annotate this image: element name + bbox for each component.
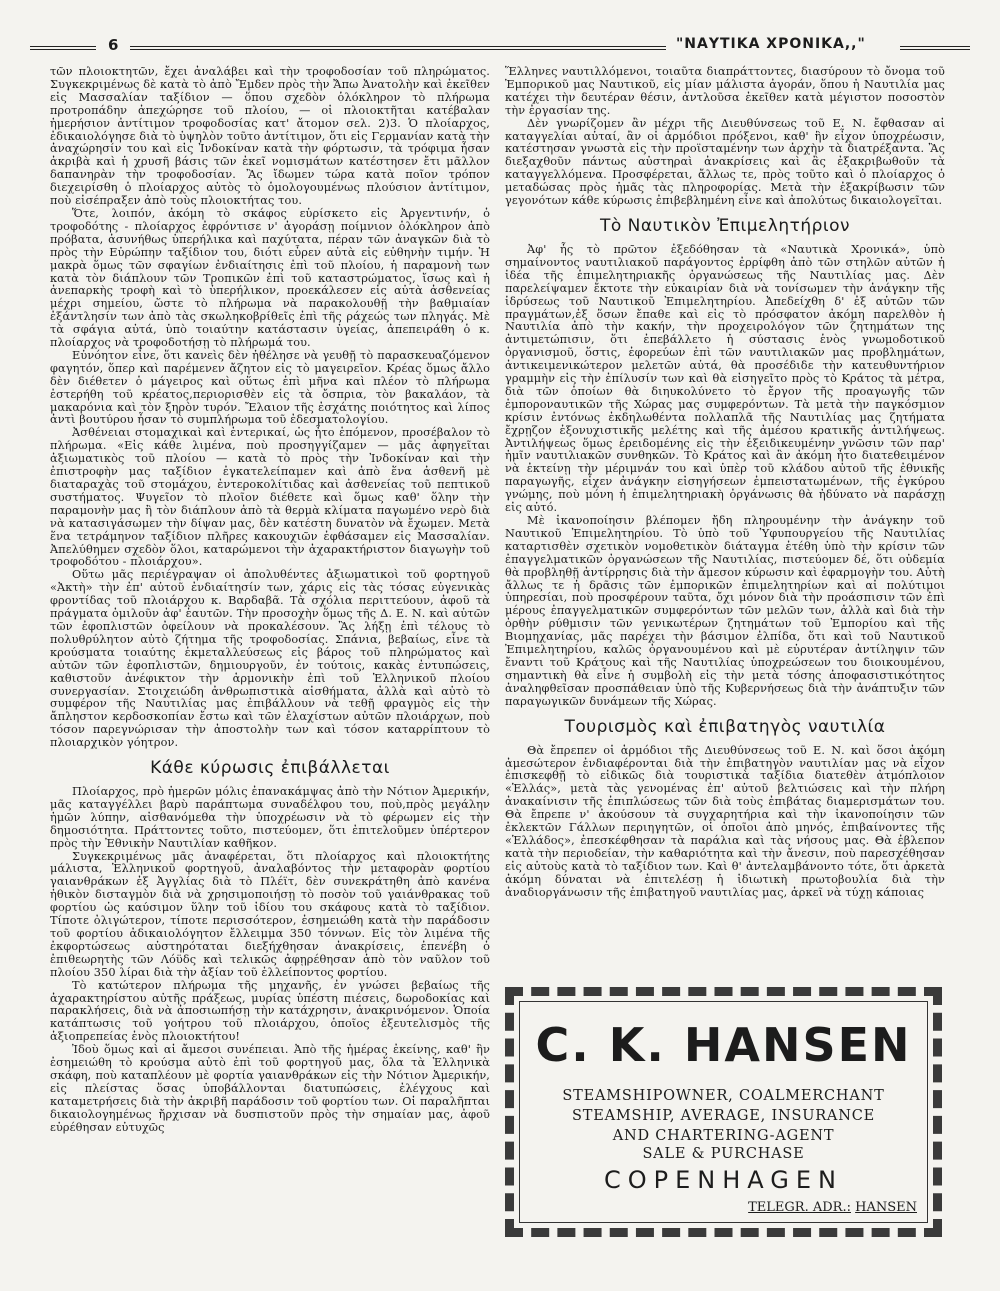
page-number: 6 [108, 36, 119, 54]
section-heading-chamber: Τὸ Ναυτικὸν Ἐπιμελητήριον [599, 215, 851, 236]
ad-line-4: SALE & PURCHASE [642, 1146, 805, 1162]
section-heading-sanctions: Κάθε κύρωσις ἐπιβάλλεται [150, 758, 390, 779]
journal-title: "ΝΑΥΤΙΚΑ ΧΡΟΝΙΚΑ,," [676, 36, 866, 52]
paragraph: Τὸ κατώτερον πλήρωμα τῆς μηχανῆς, ἐν γνώσει βεβαίως τῆς ἀχαρακτηρίστου αὐτῆς πράξεως, μυρίας ὑπέστη πιέσεις, δωροδοκίας καὶ παρακλήσεις, διὰ νὰ ἀποσιωπήσῃ τὴν κατάχρησιν, ἀνακρινόμενον. Ὁποία κατάπτωσις τοῦ γοήτρου τοῦ πλοιάρχου, ὁποῖος ἐξευτελισμὸς τῆς ἀξιοπρεπείας ἑνὸς πλοιοκτήτου! [50, 978, 490, 1044]
ad-line-2: STEAMSHIP, AVERAGE, INSURANCE [572, 1108, 875, 1124]
paragraph: τῶν πλοιοκτητῶν, ἔχει ἀναλάβει καὶ τὴν τροφοδοσίαν τοῦ πληρώματος. Συγκεκριμένως δὲ κατὰ τὸ ἀπὸ Ἔμδεν πρὸς τὴν Ἄπω Ἀνατολὴν καὶ ἐκεῖθεν εἰς Μασσαλίαν ταξίδιον — ὅπου σχεδὸν ὁλόκληρον τὸ πλήρωμα προτροπάδην ἀπεχώρησε τοῦ πλοίου, — οἱ πλοιοκτῆται κατέβαλαν ἡμερήσιον ἀντίτιμον τροφοδοσίας κατ' ἄτομον σελ. 2)3. Ὁ πλοίαρχος, ἐδικαιολόγησε διὰ τὸ ὑψηλὸν τοῦτο ἀντίτιμον, ὅτι εἰς Γερμανίαν κατὰ τὴν ἀναχώρησίν του καὶ εἰς Ἰνδοκίναν κατὰ τὴν φόρτωσιν, τὰ τρόφιμα ἦσαν ἀκριβὰ καὶ ἡ χρυσῆ βάσις τῶν ἐκεῖ νομισμάτων κατέστησεν ἔτι μᾶλλον δαπανηρὰν τὴν τροφοδοσίαν. Ἂς ἴδωμεν τώρα κατὰ ποῖον τρόπον διεχειρίσθη ὁ πλοίαρχος αὐτὸς τὸ ὁμολογουμένως πλούσιον ἀντίτιμον, ποὺ εἰσέπραξεν ἀπὸ τοὺς πλοιοκτήτας του. [50, 65, 490, 208]
paragraph: Ἰδοὺ ὅμως καὶ αἱ ἄμεσοι συνέπειαι. Ἀπὸ τῆς ἡμέρας ἐκείνης, καθ' ἣν ἐσημειώθη τὸ κρούσμα αὐτὸ ἐπὶ τοῦ φορτηγοῦ μας, ὅλα τὰ Ἑλληνικὰ σκάφη, ποὺ καταπλέουν μὲ φορτία γαιανθράκων εἰς τὴν Νότιον Ἀμερικήν, εἰς πλείστας ὅσας ὑποβάλλονται διατυπώσεις, ἐλέγχους καὶ καταμετρήσεις διὰ τὴν ἀκριβῆ παράδοσιν τοῦ φορτίου των. Οἱ παραλῆπται δικαιολογημένως ἤρχισαν νὰ δυσπιστοῦν πρὸς τὴν σημαίαν μας, ἀφοῦ εὑρέθησαν εὐτυχῶς [50, 1043, 490, 1134]
paragraph: Ἕλληνες ναυτιλλόμενοι, τοιαῦτα διαπράττοντες, διασύρουν τὸ ὄνομα τοῦ Ἐμπορικοῦ μας Ναυτικοῦ, εἰς μίαν μάλιστα ἀγοράν, ὅπου ἡ Ναυτιλία μας κατέχει τὴν δευτέραν θέσιν, ἀντλοῦσα ἐκεῖθεν κατὰ μέγιστον ποσοστὸν τὴν ἐργασίαν της. [505, 65, 945, 117]
header-rule-middle [130, 46, 666, 50]
section-heading-tourism: Τουρισμὸς καὶ ἐπιβατηγὸς ναυτιλία [564, 716, 886, 737]
ad-company-name: C. K. HANSEN [535, 1018, 912, 1072]
paragraph: Πλοίαρχος, πρὸ ἡμερῶν μόλις ἐπανακάμψας ἀπὸ τὴν Νότιον Ἀμερικήν, μᾶς καταγγέλλει βαρὺ παράπτωμα συναδέλφου του, ποὺ,πρὸς μεγάλην ἡμῶν λύπην, αἰσθανόμεθα τὴν ὑποχρέωσιν νὰ τὸ φέρωμεν εἰς τὴν δημοσιότητα. Πράττοντες τοῦτο, πιστεύομεν, ὅτι ἐπιτελοῦμεν ὑπέρτερον πρὸς τὴν Ἐθνικὴν Ναυτιλίαν καθῆκον. [50, 785, 490, 850]
paragraph: Μὲ ἱκανοποίησιν βλέπομεν ἤδη πληρουμένην τὴν ἀνάγκην τοῦ Ναυτικοῦ Ἐπιμελητηρίου. Τὸ ὑπὸ τοῦ Ὑφυπουργείου τῆς Ναυτιλίας καταρτισθὲν σχετικὸν νομοθετικὸν διάταγμα ἐτέθη ὑπὸ τὴν κρίσιν τῶν ἐπαγγελματικῶν ὀργανώσεων τῆς Ναυτιλίας, πιστεύομεν δέ, ὅτι οὐδεμία θὰ προβληθῇ ἀντίρρησις διὰ τὴν ἄμεσον κύρωσιν καὶ ἐφαρμογὴν του. Αὐτὴ ἄλλως τε ἡ δρᾶσις τῶν ἐμπορικῶν ἐπιμελητηρίων καὶ αἱ πολύτιμοι ὑπηρεσίαι, ποὺ προσφέρουν ταῦτα, ὄχι μόνον διὰ τὴν προάσπισιν τῶν ἐπὶ μέρους ἐπαγγελματικῶν συμφερόντων τῶν μελῶν των, ἀλλὰ καὶ διὰ τὴν ὀρθὴν ρύθμισιν τῶν γενικωτέρων ζητημάτων τοῦ Ἐμπορίου καὶ τῆς Βιομηχανίας, μᾶς παρέχει τὴν βάσιμον ἐλπίδα, ὅτι καὶ τοῦ Ναυτικοῦ Ἐπιμελητηρίου, καλῶς ὀργανουμένου καὶ μὲ εὐρυτέραν ἀντίληψιν τῶν ἔναντι τοῦ Κράτους καὶ τῆς Ναυτιλίας ὑποχρεώσεων του διοικουμένου, σημαντικὴ θὰ εἶνε ἡ συμβολὴ εἰς τὴν μετὰ τόσης ἀποφασιστικότητος ἀναληφθεῖσαν προσπάθειαν ὑπὸ τῆς Κυβερνήσεως διὰ τὴν ἀνάπτυξιν τῶν παραγωγικῶν δυνάμεων τῆς Χώρας. [505, 514, 945, 708]
hansen-advertisement [505, 987, 942, 1237]
paragraph: Συγκεκριμένως μᾶς ἀναφέρεται, ὅτι πλοίαρχος καὶ πλοιοκτήτης μάλιστα, Ἑλληνικοῦ φορτηγοῦ, ἀναλαβόντος τὴν μεταφορὰν φορτίου γαιανθράκων ἐξ Ἀγγλίας διὰ τὸ Πλέϊτ, δὲν συνεκράτηθη ἀπὸ κανένα ἠθικὸν δισταγμὸν διὰ νὰ χρησιμοποιήσῃ τὸ ποσὸν τοῦ γαιάνθρακας τοῦ φορτίου ὡς καύσιμον ὕλην τοῦ ἰδίου του σκάφους κατὰ τὸ ταξίδιον. Τίποτε ὀλιγώτερον, τίποτε περισσότερον, ἐσημειώθη κατὰ τὴν παράδοσιν τοῦ φορτίου ἀδικαιολόγητον ἔλλειμμα 350 τόννων. Εἰς τὸν λιμένα τῆς ἐκφορτώσεως αὐστηρόταται διεξήχθησαν ἀνακρίσεις, ἐπενέβη ὁ ἐπιθεωρητὴς τῶν Λόϋδς καὶ τελικῶς ἀφῃρέθησαν ἀπὸ τὸν ναῦλον τοῦ πλοίου 350 λίραι διὰ τὴν ἀξίαν τοῦ ἐλλείποντος φορτίου. [50, 849, 490, 979]
ad-telegraph-value: HANSEN [855, 1200, 917, 1215]
ad-inner-frame [519, 1001, 928, 1223]
ad-telegraph-label: TELEGR. ADR.: [748, 1200, 851, 1215]
paragraph: Δὲν γνωρίζομεν ἂν μέχρι τῆς Διευθύνσεως τοῦ Ε. Ν. ἔφθασαν αἱ καταγγελίαι αὐταί, ἂν οἱ ἁρμόδιοι πρόξενοι, καθ' ἣν εἶχον ὑποχρέωσιν, κατέστησαν γνωστὰ εἰς τὴν προϊσταμένην των ἀρχὴν τὰ διατρέξαντα. Ἂς διεξαχθοῦν πάντως αὐστηραὶ ἀνακρίσεις καὶ ἂς ἐξακριβωθοῦν τὰ καταγγελλόμενα. Προσφέρεται, ἄλλως τε, πρὸς τοῦτο καὶ ὁ πλοίαρχος ὁ μεταδώσας πρὸς ἡμᾶς τὰς πληροφορίας. Μετὰ τὴν ἐξακρίβωσιν τῶν γεγονότων κάθε κύρωσις ἐπιβεβλημένη εἶνε καὶ ἀπολύτως δικαιολογεῖται. [505, 116, 945, 208]
left-column [50, 66, 490, 1135]
paragraph: Οὕτω μᾶς περιέγραψαν οἱ ἀπολυθέντες ἀξιωματικοὶ τοῦ φορτηγοῦ «Ἀκτὴ» τὴν ἐπ' αὐτοῦ ἐνδιαίτησίν των, χάρις εἰς τὰς τόσας εὐγενικὰς φροντίδας τοῦ πλοιάρχου κ. Βαρδαβᾶ. Τὰ σχόλια περιττεύουν, ἀφοῦ τὰ πράγματα ὁμιλοῦν ἀφ' ἑαυτῶν. Τὴν προσοχὴν ὅμως τῆς Δ. Ε. Ν. καὶ αὐτῶν τῶν ἐφοπλιστῶν ὀφείλουν νὰ προκαλέσουν. Ἂς λήξῃ ἐπὶ τέλους τὸ πολυθρύλητον αὐτὸ ζήτημα τῆς τροφοδοσίας. Σπάνια, βεβαίως, εἶνε τὰ κρούσματα τοιαύτης ἐκμεταλλεύσεως εἰς βάρος τοῦ πληρώματος καὶ αὐτῶν τῶν ἐφοπλιστῶν, δημιουργοῦν, ἐν τούτοις, κακὰς ἐντυπώσεις, καθιστοῦν ἀνέφικτον τὴν ἁρμονικὴν ἐπὶ τοῦ Ἑλληνικοῦ πλοίου συνεργασίαν. Στοιχειώδη ἀνθρωπιστικὰ αἰσθήματα, ἀλλὰ καὶ αὐτὸ τὸ συμφέρον τῆς Ναυτιλίας μας ἐπιβάλλουν νὰ τεθῇ φραγμὸς εἰς τὴν ἄπληστον κερδοσκοπίαν ἔστω καὶ τῶν ἐλαχίστων αὐτῶν πλοιάρχων, ποὺ τόσον παρεγνώρισαν τὴν ἀποστολὴν των καὶ τόσον καταρρίπτουν τὸ πλοιαρχικὸν γόητρον. [50, 568, 490, 750]
right-column [505, 66, 945, 899]
header-rule-right [900, 46, 970, 50]
header-rule-left [30, 46, 96, 50]
paragraph: Εὐνόητον εἶνε, ὅτι κανεὶς δὲν ἠθέλησε νὰ γευθῇ τὸ παρασκευαζόμενον φαγητόν, ὅπερ καὶ παρέμενεν ἄζητον εἰς τὸ μαγειρεῖον. Κρέας ὅμως ἄλλο δὲν διέθετεν ὁ μάγειρος καὶ οὕτως ἐπὶ μῆνα καὶ πλέον τὸ πλήρωμα ἐστερήθη τοῦ κρέατος,περιορισθὲν εἰς τὰ ὄσπρια, τὸν βακαλάον, τὰ μακαρόνια καὶ τὸν ξηρὸν τυρόν. Ἔλαιον τῆς ἐσχάτης ποιότητος καὶ λίπος ἀντὶ βουτύρου ἦσαν τὸ συμπλήρωμα τοῦ ἐδεσματολογίου. [50, 348, 490, 427]
ad-line-1: STEAMSHIPOWNER, COALMERCHANT [562, 1088, 885, 1104]
page-header [30, 38, 970, 54]
ad-city: COPENHAGEN [604, 1166, 843, 1194]
ad-line-3: AND CHARTERING-AGENT [612, 1128, 835, 1144]
paragraph: Ὅτε, λοιπόν, ἀκόμη τὸ σκάφος εὑρίσκετο εἰς Ἀργεντινήν, ὁ τροφοδότης - πλοίαρχος ἐφρόντισε ν' ἀγοράσῃ ποίμνιον ὁλόκληρον ἀπὸ πρόβατα, ἀσυνήθως ὑπερήλικα καὶ παχύτατα, πέραν τῶν ἀναγκῶν διὰ τὸ πρὸς τὴν Εὐρώπην ταξίδιον του, διότι εὗρεν αὐτὰ εἰς εὐθηνὴν τιμήν. Ἡ μακρὰ ὅμως τῶν σφαγίων ἐνδιαίτησις ἐπὶ τοῦ πλοίου, ἡ παραμονὴ των κατὰ τὸν διάπλουν τῶν Τροπικῶν ἐπὶ τοῦ καταστρώματος, ἴσως καὶ ἡ ἀνεπαρκὴς τροφὴ καὶ τὸ ὑπερήλικον, προεκάλεσεν εἰς αὐτὰ ἀσθενείας μέχρι σημείου, ὥστε τὸ πλήρωμα νὰ παρακολουθῇ τὴν βαθμιαίαν ἐξάντλησίν των ἀπὸ τὰς σκωληκοβρίθεῖς ἐπὶ τῆς ράχεώς των πληγάς. Μὲ τὰ σφάγια αὐτά, ὑπὸ τοιαύτην κατάστασιν ὑγείας, ἀπεπειράθη ὁ κ. πλοίαρχος νὰ τροφοδοτήσῃ τὸ πλήρωμά του. [50, 206, 490, 350]
paragraph: Θὰ ἔπρεπεν οἱ ἁρμόδιοι τῆς Διευθύνσεως τοῦ Ε. Ν. καὶ ὅσοι ἀκόμη ἀμεσώτερον ἐνδιαφέρονται διὰ τὴν ἐπιβατηγὸν ναυτιλίαν μας νὰ εἶχον ἐπισκεφθῇ τὸ εἰδικῶς διὰ τουριστικὰ ταξίδια διατεθὲν ἀτμόπλοιον «Ἑλλάς», μετὰ τὰς γενομένας ἐπ' αὐτοῦ βελτιώσεις καὶ τὴν πλήρη ἀνακαίνισιν τῆς ἐπιπλώσεως τῶν διὰ τοὺς ἐπιβάτας διαμερισμάτων του. Θὰ ἔπρεπε ν' ἀκούσουν τὰ συγχαρητήρια καὶ τὴν ἱκανοποίησιν τῶν ἐκλεκτῶν Γάλλων περιηγητῶν, οἱ ὁποῖοι ἀπὸ μηνός, ἐπιβαίνοντες τῆς «Ἑλλάδος», ἐπεσκέφθησαν τὰ παράλια καὶ τὰς νήσους μας. Θὰ ἐβλεπον κατὰ τὴν περιοδείαν, τὴν καθαριότητα καὶ τὴν ἄνεσιν, ποὺ παρεσχέθησαν εἰς αὐτοὺς κατὰ τὸ ταξίδιον των. Καὶ θ' ἀντελαμβάνοντο τότε, ὅτι ἀρκετὰ ἀκόμη δύναται νὰ ἐπιτελέσῃ ἡ ἰδιωτικὴ πρωτοβουλία διὰ τὴν ἀναδιοργάνωσιν τῆς ἐπιβατηγοῦ ναυτιλίας μας, ἀρκεῖ νὰ τύχῃ κάποιας [505, 743, 945, 899]
paragraph: Ἀφ' ἧς τὸ πρῶτον ἐξεδόθησαν τὰ «Ναυτικὰ Χρονικά», ὑπὸ σημαίνοντος ναυτιλιακοῦ παράγοντος ἐρρίφθη ἀπὸ τῶν στηλῶν αὐτῶν ἡ ἰδέα τῆς ἐπιμελητηριακῆς ὀργανώσεως τῆς Ναυτιλίας μας. Δὲν παρελείψαμεν ἔκτοτε τὴν εὐκαιρίαν διὰ νὰ τονίσωμεν τὴν ἀνάγκην τῆς ἱδρύσεως τοῦ Ναυτικοῦ Ἐπιμελητηρίου. Ἀπεδείχθη δ' ἐξ αὐτῶν τῶν πραγμάτων,ἐξ ὅσων ἔπαθε καὶ εἰς τὸ πρόσφατον ἀκόμη παρελθὸν ἡ Ναυτιλία ἀπὸ τὴν κακήν, τὴν προχειρολόγον τῶν ζητημάτων της ἀντιμετώπισιν, ὅτι ἐπεβάλλετο ἡ σύστασις ἑνὸς γνωμοδοτικοῦ ὀργανισμοῦ, ὅστις, ἐφορεύων ἐπὶ τῶν ναυτιλιακῶν μας προβλημάτων, ἀντικειμενικώτερον μελετῶν αὐτά, θὰ προσέδιδε τὴν κατευθυντήριον γραμμὴν εἰς τὴν ἐπίλυσίν των καὶ θὰ εἰσηγεῖτο πρὸς τὸ Κράτος τὰ μέτρα, διὰ τῶν ὁποίων θὰ διηυκολύνετο τὸ ἔργον τῆς προαγωγῆς τῶν ἐμποροναυτικῶν τῆς Χώρας μας συμφερόντων. Τὰ μετὰ τὴν παγκόσμιον κρίσιν ἐντόνως ἐκδηλωθέντα πολλαπλᾶ τῆς Ναυτιλίας μας ζητήματα ἔχρῃζον ἐξονυχιστικῆς μελέτης καὶ τῆς ἀμέσου κρατικῆς ἀντιλήψεως. Ἀντιλήψεως ὅμως ἐρειδομένης εἰς τὴν ἐξειδικευμένην γνῶσιν τῶν παρ' ἡμῖν ναυτιλιακῶν συνθηκῶν. Τὸ Κράτος καὶ ἂν ἀκόμη ἦτο διατεθειμένον νὰ ἐκτείνῃ τὴν μέριμνάν του καὶ ὑπὲρ τοῦ κλάδου αὐτοῦ τῆς ἐθνικῆς παραγωγῆς, εἶχεν ἀνάγκην εἰσηγήσεων ἐμπειστατωμένων, τῆς ἐγκύρου γνώμης, ποὺ μόνη ἡ ἐπιμελητηριακὴ ὀργάνωσις θὰ ἠδύνατο νὰ παράσχῃ εἰς αὐτό. [505, 242, 945, 515]
paragraph: Ἀσθένειαι στομαχικαὶ καὶ ἐντερικαί, ὡς ἦτο ἑπόμενον, προσέβαλον τὸ πλήρωμα. «Εἰς κάθε λιμένα, ποὺ προσηγγίζαμεν — μᾶς ἀφηγεῖται ἀξιωματικὸς τοῦ πλοίου — κατὰ τὸ πρὸς τὴν Ἰνδοκίναν καὶ τὴν ἐπιστροφὴν μας ταξίδιον ἐγκατελείπαμεν καὶ ἀπὸ ἕνα ἀσθενῆ μὲ διαταραχὰς τοῦ στομάχου, ἐντεροκολίτιδας καὶ ἀσθενείας τοῦ πεπτικοῦ συστήματος. Ψυγεῖον τὸ πλοῖον διέθετε καὶ ὅμως καθ' ὅλην τὴν παραμονὴν μας ἢ τὸν διάπλουν ἀπὸ τὰ θερμὰ κλίματα παγωμένο νερὸ διὰ νὰ κατασιγάσωμεν τὴν δίψαν μας, δὲν κατέστη δυνατὸν νὰ ἔχωμεν. Μετὰ ἕνα τετράμηνον ταξίδιον πλῆρες κακουχιῶν ἐφθάσαμεν εἰς Μασσαλίαν. Ἀπελύθημεν σχεδὸν ὅλοι, καταρώμενοι τὴν ἀχαρακτήριστον διαγωγὴν τοῦ τροφοδότου - πλοιάρχου». [50, 426, 490, 569]
ad-telegraph [748, 1200, 917, 1215]
